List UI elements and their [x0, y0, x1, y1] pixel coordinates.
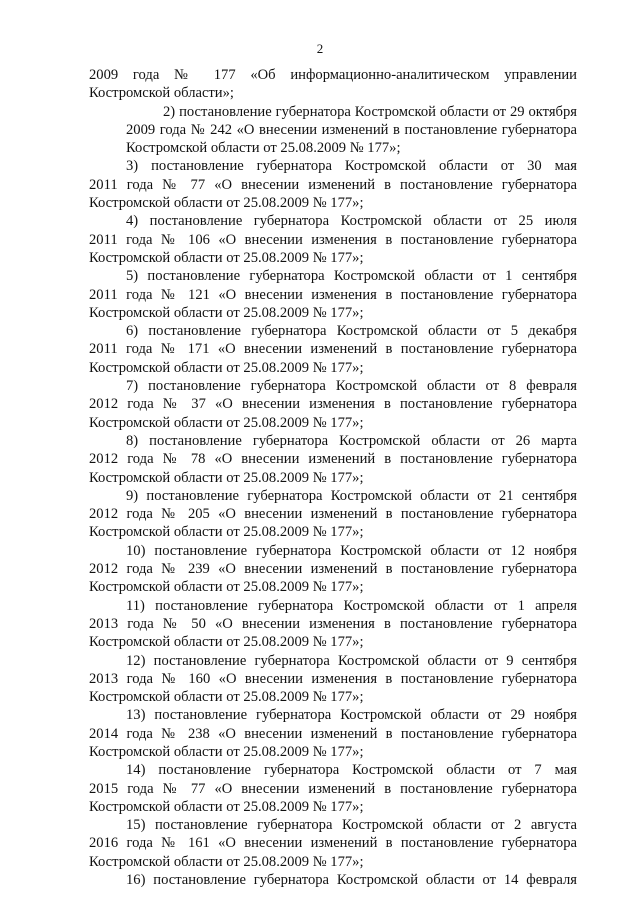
- text-line: 2016 года № 161 «О внесении изменений в постановление губернатора: [89, 835, 577, 852]
- text-line: 2012 года № 205 «О внесении изменений в постановление губернатора: [89, 506, 577, 523]
- text-line: Костромской области от 25.08.2009 № 177»;: [89, 524, 364, 541]
- text-line: 15) постановление губернатора Костромской области от 2 августа: [126, 817, 577, 834]
- text-line: 10) постановление губернатора Костромской области от 12 ноября: [126, 542, 577, 559]
- paragraph-item-14: [89, 761, 577, 816]
- text-line: 2012 года № 78 «О внесении изменений в постановление губернатора: [89, 451, 577, 468]
- paragraph-item-6: [89, 322, 577, 377]
- paragraph-item-2: [89, 103, 577, 158]
- text-line: 2009 года № 177 «Об информационно-аналитическом управлении: [89, 67, 577, 83]
- text-line: 2012 года № 239 «О внесении изменений в постановление губернатора: [89, 561, 577, 578]
- text-line: 2011 года № 171 «О внесении изменений в постановление губернатора: [89, 341, 577, 358]
- paragraph-item-8: [89, 432, 577, 487]
- text-line: Костромской области от 25.08.2009 № 177»;: [89, 359, 364, 376]
- text-line: 2015 года № 77 «О внесении изменений в постановление губернатора: [89, 780, 577, 797]
- text-line: Костромской области от 25.08.2009 № 177»;: [89, 689, 364, 706]
- text-line: 16) постановление губернатора Костромской области от 14 февраля: [126, 872, 577, 889]
- text-line: Костромской области от 25.08.2009 № 177»;: [89, 195, 364, 212]
- text-line: 2011 года № 106 «О внесении изменения в постановление губернатора: [89, 231, 577, 248]
- text-line: 6) постановление губернатора Костромской области от 5 декабря: [126, 323, 577, 340]
- text-line: Костромской области от 25.08.2009 № 177»;: [89, 853, 364, 870]
- paragraph-item-3: [89, 157, 577, 212]
- text-line: 3) постановление губернатора Костромской области от 30 мая: [126, 158, 577, 175]
- text-line: Костромской области от 25.08.2009 № 177»;: [89, 743, 364, 760]
- text-line: 2013 года № 160 «О внесении изменения в постановление губернатора: [89, 670, 577, 687]
- paragraph-item-13: [89, 706, 577, 761]
- page-number: 2: [316, 41, 324, 56]
- text-line: 2013 года № 50 «О внесении изменения в постановление губернатора: [89, 615, 577, 632]
- text-line: Костромской области от 25.08.2009 № 177»;: [89, 634, 364, 651]
- text-line: 12) постановление губернатора Костромской области от 9 сентября: [126, 652, 577, 669]
- text-line: 5) постановление губернатора Костромской области от 1 сентября: [126, 268, 577, 285]
- text-line: 4) постановление губернатора Костромской области от 25 июля: [126, 213, 577, 230]
- paragraph-item-5: [89, 267, 577, 322]
- text-line: Костромской области от 25.08.2009 № 177»;: [89, 249, 364, 266]
- paragraph-item-7: [89, 377, 577, 432]
- paragraph-item-4: [89, 212, 577, 267]
- text-line: 2011 года № 121 «О внесении изменения в постановление губернатора: [89, 286, 577, 303]
- text-line: Костромской области от 25.08.2009 № 177»;: [89, 579, 364, 596]
- text-line: Костромской области от 25.08.2009 № 177»;: [89, 304, 364, 321]
- text-line: 13) постановление губернатора Костромской области от 29 ноября: [126, 707, 577, 724]
- paragraph-item-9: [89, 487, 577, 542]
- text-line: 11) постановление губернатора Костромской области от 1 апреля: [126, 597, 577, 614]
- text-line: 9) постановление губернатора Костромской области от 21 сентября: [126, 487, 577, 504]
- paragraph-item-10: [89, 542, 577, 597]
- document-body: [89, 66, 577, 889]
- text-line: 2011 года № 77 «О внесении изменений в постановление губернатора: [89, 176, 577, 193]
- paragraph-item-1-continuation: [89, 66, 577, 103]
- text-line: 14) постановление губернатора Костромской области от 7 мая: [126, 762, 577, 779]
- text-line: 8) постановление губернатора Костромской области от 26 марта: [126, 432, 577, 449]
- text-line: Костромской области от 25.08.2009 № 177»;: [89, 798, 364, 815]
- text-line: 2012 года № 37 «О внесении изменения в постановление губернатора: [89, 396, 577, 413]
- paragraph-item-11: [89, 597, 577, 652]
- text-line: Костромской области»;: [89, 85, 234, 102]
- text-line: Костромской области от 25.08.2009 № 177»;: [89, 414, 364, 431]
- text-line: Костромской области от 25.08.2009 № 177»;: [89, 469, 364, 486]
- paragraph-item-15: [89, 816, 577, 871]
- text-line: 2009 года № 242 «О внесении изменений в постановление губернатора: [126, 121, 577, 138]
- text-line: 2014 года № 238 «О внесении изменений в постановление губернатора: [89, 725, 577, 742]
- text-line: 2) постановление губернатора Костромской области от 29 октября: [163, 103, 577, 120]
- paragraph-item-12: [89, 652, 577, 707]
- paragraph-item-16: [89, 871, 577, 889]
- text-line: Костромской области от 25.08.2009 № 177»;: [126, 140, 401, 157]
- text-line: 7) постановление губернатора Костромской области от 8 февраля: [126, 378, 577, 395]
